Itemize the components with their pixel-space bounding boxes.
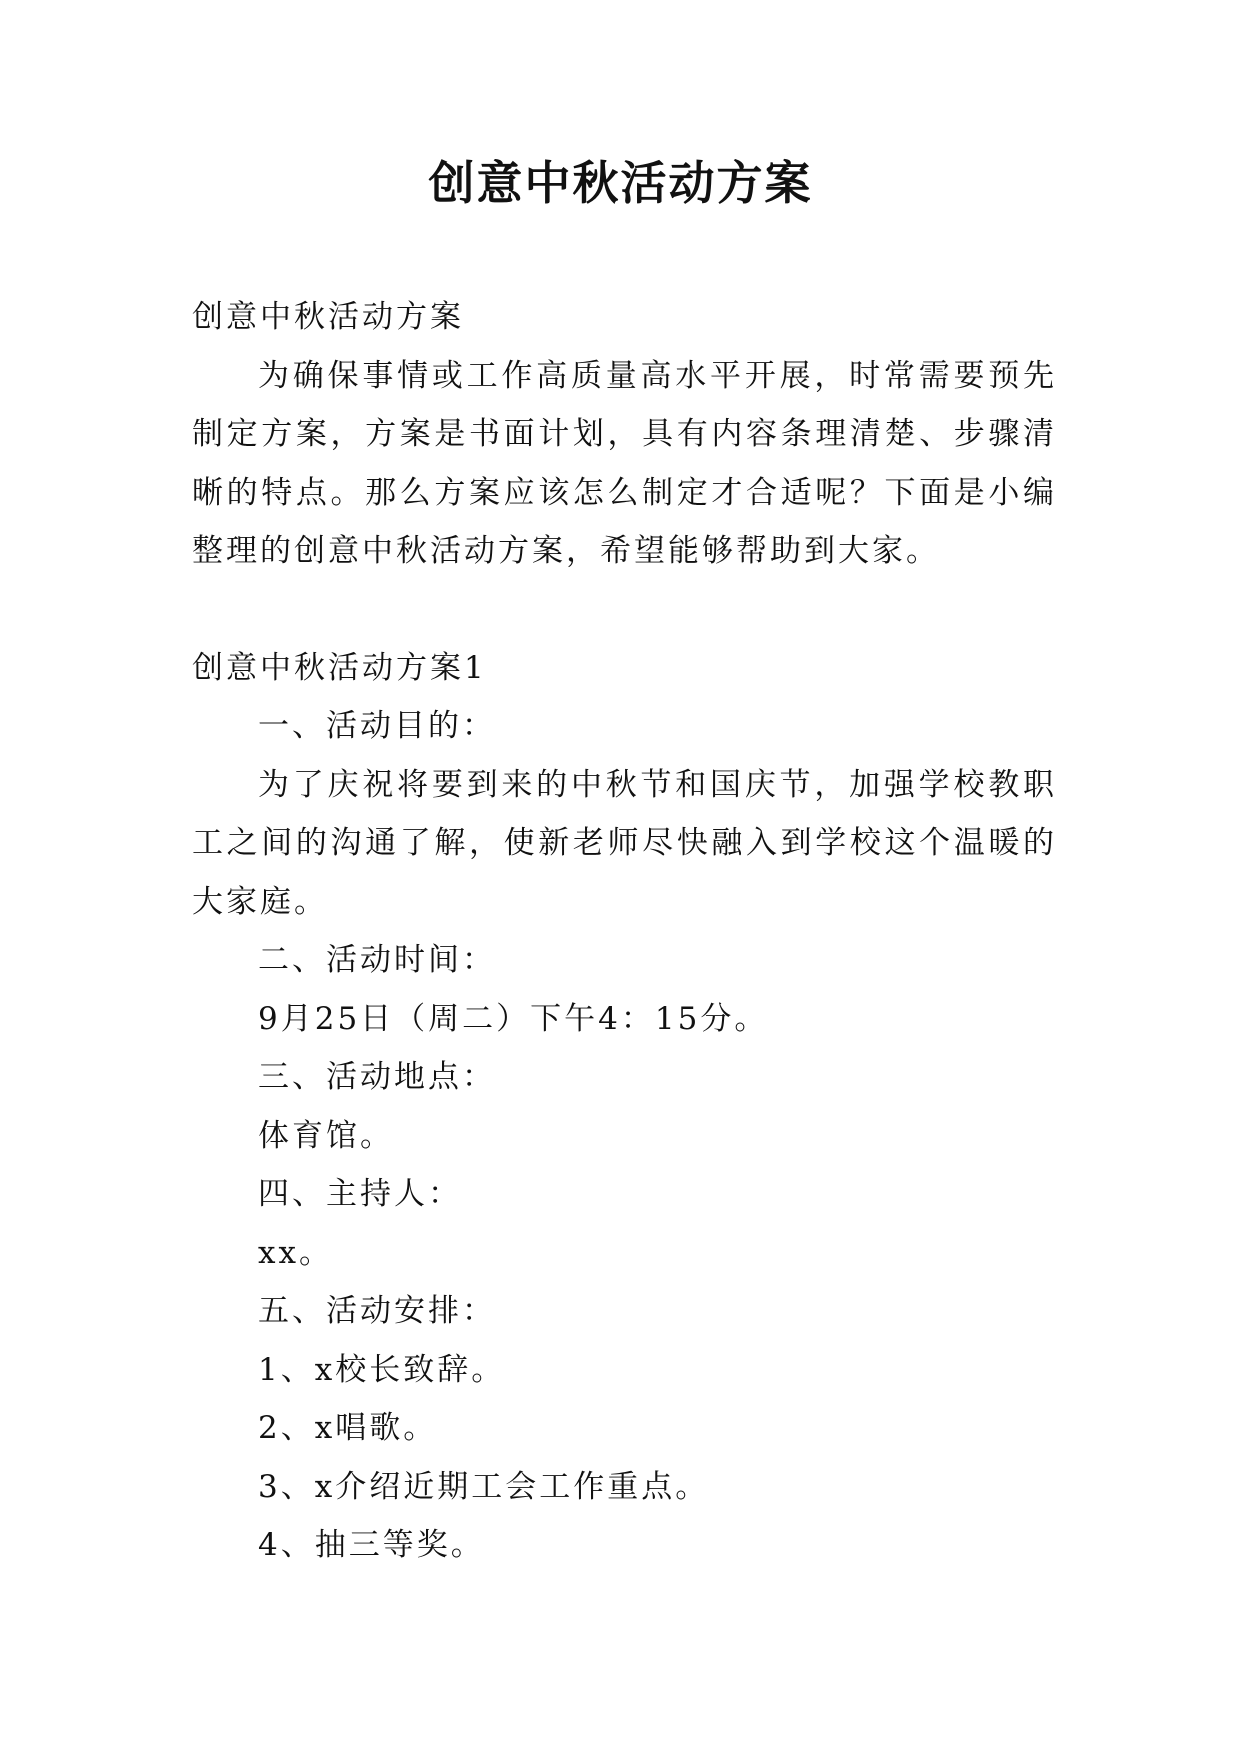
document-body xyxy=(192,288,1057,1575)
host-heading: 四、主持人： xyxy=(258,1176,462,1212)
time-text: 9月25日（周二）下午4：15分。 xyxy=(258,1000,769,1037)
purpose-heading: 一、活动目的： xyxy=(258,708,496,744)
arrangement-item-1: 1、x校长致辞。 xyxy=(258,1351,506,1388)
place-text: 体育馆。 xyxy=(258,1117,394,1154)
arrangement-heading: 五、活动安排： xyxy=(258,1293,496,1329)
host-text: xx。 xyxy=(258,1234,333,1271)
subtitle-line: 创意中秋活动方案 xyxy=(192,299,464,335)
place-heading: 三、活动地点： xyxy=(258,1059,496,1095)
time-heading: 二、活动时间： xyxy=(258,942,496,978)
intro-paragraph: 为确保事情或工作高质量高水平开展，时常需要预先制定方案，方案是书面计划，具有内容条理清楚、步骤清晰的特点。那么方案应该怎么制定才合适呢？下面是小编整理的创意中秋活动方案，希望能够帮助到大家。 xyxy=(192,357,1057,569)
paragraph-gap xyxy=(192,581,1057,639)
purpose-paragraph: 为了庆祝将要到来的中秋节和国庆节，加强学校教职工之间的沟通了解，使新老师尽快融入到学校这个温暖的大家庭。 xyxy=(192,766,1057,920)
arrangement-item-3: 3、x介绍近期工会工作重点。 xyxy=(258,1468,710,1505)
arrangement-item-2: 2、x唱歌。 xyxy=(258,1410,438,1446)
document-title: 创意中秋活动方案 xyxy=(428,156,813,210)
arrangement-item-4: 4、抽三等奖。 xyxy=(258,1527,485,1563)
section-title: 创意中秋活动方案1 xyxy=(192,649,487,686)
